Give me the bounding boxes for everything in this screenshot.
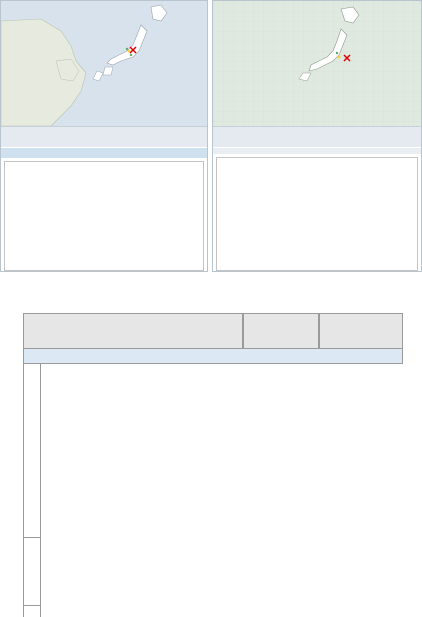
right-map-caption-strip <box>213 148 421 154</box>
region-sagami-trough <box>23 538 41 606</box>
group-trench-label <box>23 349 403 364</box>
left-info-box <box>4 161 204 271</box>
section-heading <box>12 290 20 298</box>
header-magnitude <box>243 313 319 349</box>
region-nankai-trough <box>23 606 41 617</box>
fault-table-section <box>0 281 422 617</box>
right-intensity-map <box>213 1 421 126</box>
right-info-box <box>216 157 418 271</box>
left-intensity-legend <box>1 126 207 147</box>
header-area <box>23 313 243 349</box>
right-intensity-legend <box>213 126 421 147</box>
region-japan-trench <box>23 364 41 538</box>
right-quake-panel <box>212 0 422 272</box>
left-intensity-map <box>1 1 207 126</box>
left-quake-panel <box>0 0 208 272</box>
left-map-caption <box>1 148 207 158</box>
header-probability <box>319 313 403 349</box>
